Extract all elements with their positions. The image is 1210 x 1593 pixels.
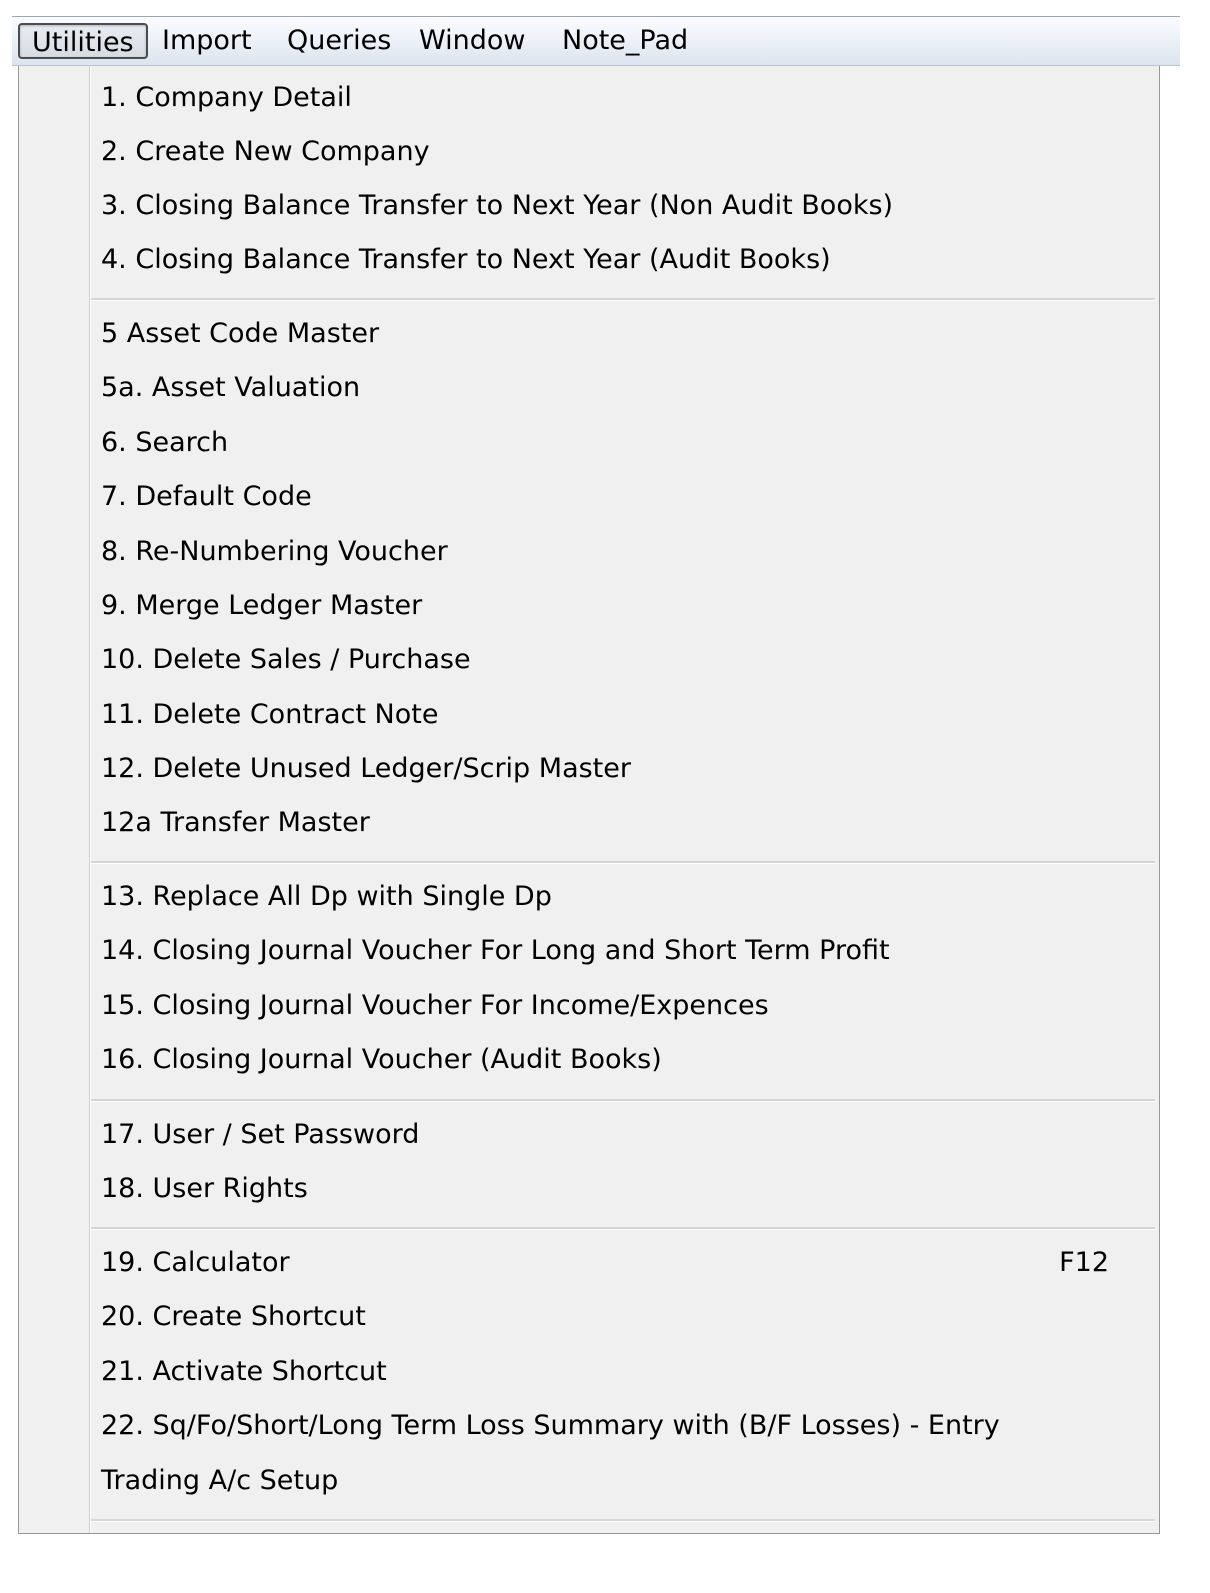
menu-bar [12, 16, 1180, 66]
menu-separator [91, 298, 1155, 301]
menu-item-closing-journal-audit[interactable]: 16. Closing Journal Voucher (Audit Books) [101, 1044, 662, 1075]
menu-item-closing-balance-audit[interactable]: 4. Closing Balance Transfer to Next Year (Audit Books) [101, 244, 831, 275]
menu-separator [91, 861, 1155, 864]
menu-item-re-numbering-voucher[interactable]: 8. Re-Numbering Voucher [101, 536, 448, 567]
menu-item-closing-balance-non-audit[interactable]: 3. Closing Balance Transfer to Next Year (Non Audit Books) [101, 190, 894, 221]
menu-item-create-shortcut[interactable]: 20. Create Shortcut [101, 1301, 366, 1332]
menu-item-activate-shortcut[interactable]: 21. Activate Shortcut [101, 1356, 387, 1387]
menu-item-user-set-password[interactable]: 17. User / Set Password [101, 1119, 420, 1150]
menu-utilities[interactable]: Utilities [18, 23, 148, 59]
menu-item-loss-summary-entry[interactable]: 22. Sq/Fo/Short/Long Term Loss Summary with (B/F Losses) - Entry [101, 1410, 1000, 1441]
utilities-dropdown-menu [18, 66, 1160, 1534]
menu-item-create-new-company[interactable]: 2. Create New Company [101, 136, 430, 167]
menu-item-replace-dp[interactable]: 13. Replace All Dp with Single Dp [101, 881, 552, 912]
menu-item-closing-journal-long-short[interactable]: 14. Closing Journal Voucher For Long and Short Term Profit [101, 935, 890, 966]
shortcut-key: F12 [1059, 1247, 1109, 1278]
menu-item-calculator[interactable] [101, 1236, 1147, 1290]
menu-item-asset-code-master[interactable]: 5 Asset Code Master [101, 318, 380, 349]
menu-item-merge-ledger-master[interactable]: 9. Merge Ledger Master [101, 590, 423, 621]
menu-item-delete-sales-purchase[interactable]: 10. Delete Sales / Purchase [101, 644, 471, 675]
menu-window[interactable]: Window [419, 25, 526, 56]
menu-item-company-detail[interactable]: 1. Company Detail [101, 82, 352, 113]
menu-import[interactable]: Import [162, 25, 252, 56]
menu-item-asset-valuation[interactable]: 5a. Asset Valuation [101, 372, 361, 403]
menu-item-transfer-master[interactable]: 12a Transfer Master [101, 807, 370, 838]
menu-separator [91, 1099, 1155, 1102]
menu-item-trading-ac-setup[interactable]: Trading A/c Setup [101, 1465, 339, 1496]
menu-item-search[interactable]: 6. Search [101, 427, 229, 458]
icon-gutter [89, 66, 91, 1533]
menu-item-default-code[interactable]: 7. Default Code [101, 481, 312, 512]
menu-note-pad[interactable]: Note_Pad [562, 25, 689, 56]
menu-item-label: 19. Calculator [101, 1247, 290, 1278]
menu-item-user-rights[interactable]: 18. User Rights [101, 1173, 308, 1204]
menu-separator [91, 1227, 1155, 1230]
menu-separator [91, 1519, 1155, 1522]
menu-item-closing-journal-income-expences[interactable]: 15. Closing Journal Voucher For Income/Expences [101, 990, 769, 1021]
menu-queries[interactable]: Queries [287, 25, 392, 56]
menu-item-delete-unused-ledger[interactable]: 12. Delete Unused Ledger/Scrip Master [101, 753, 631, 784]
menu-item-delete-contract-note[interactable]: 11. Delete Contract Note [101, 699, 439, 730]
